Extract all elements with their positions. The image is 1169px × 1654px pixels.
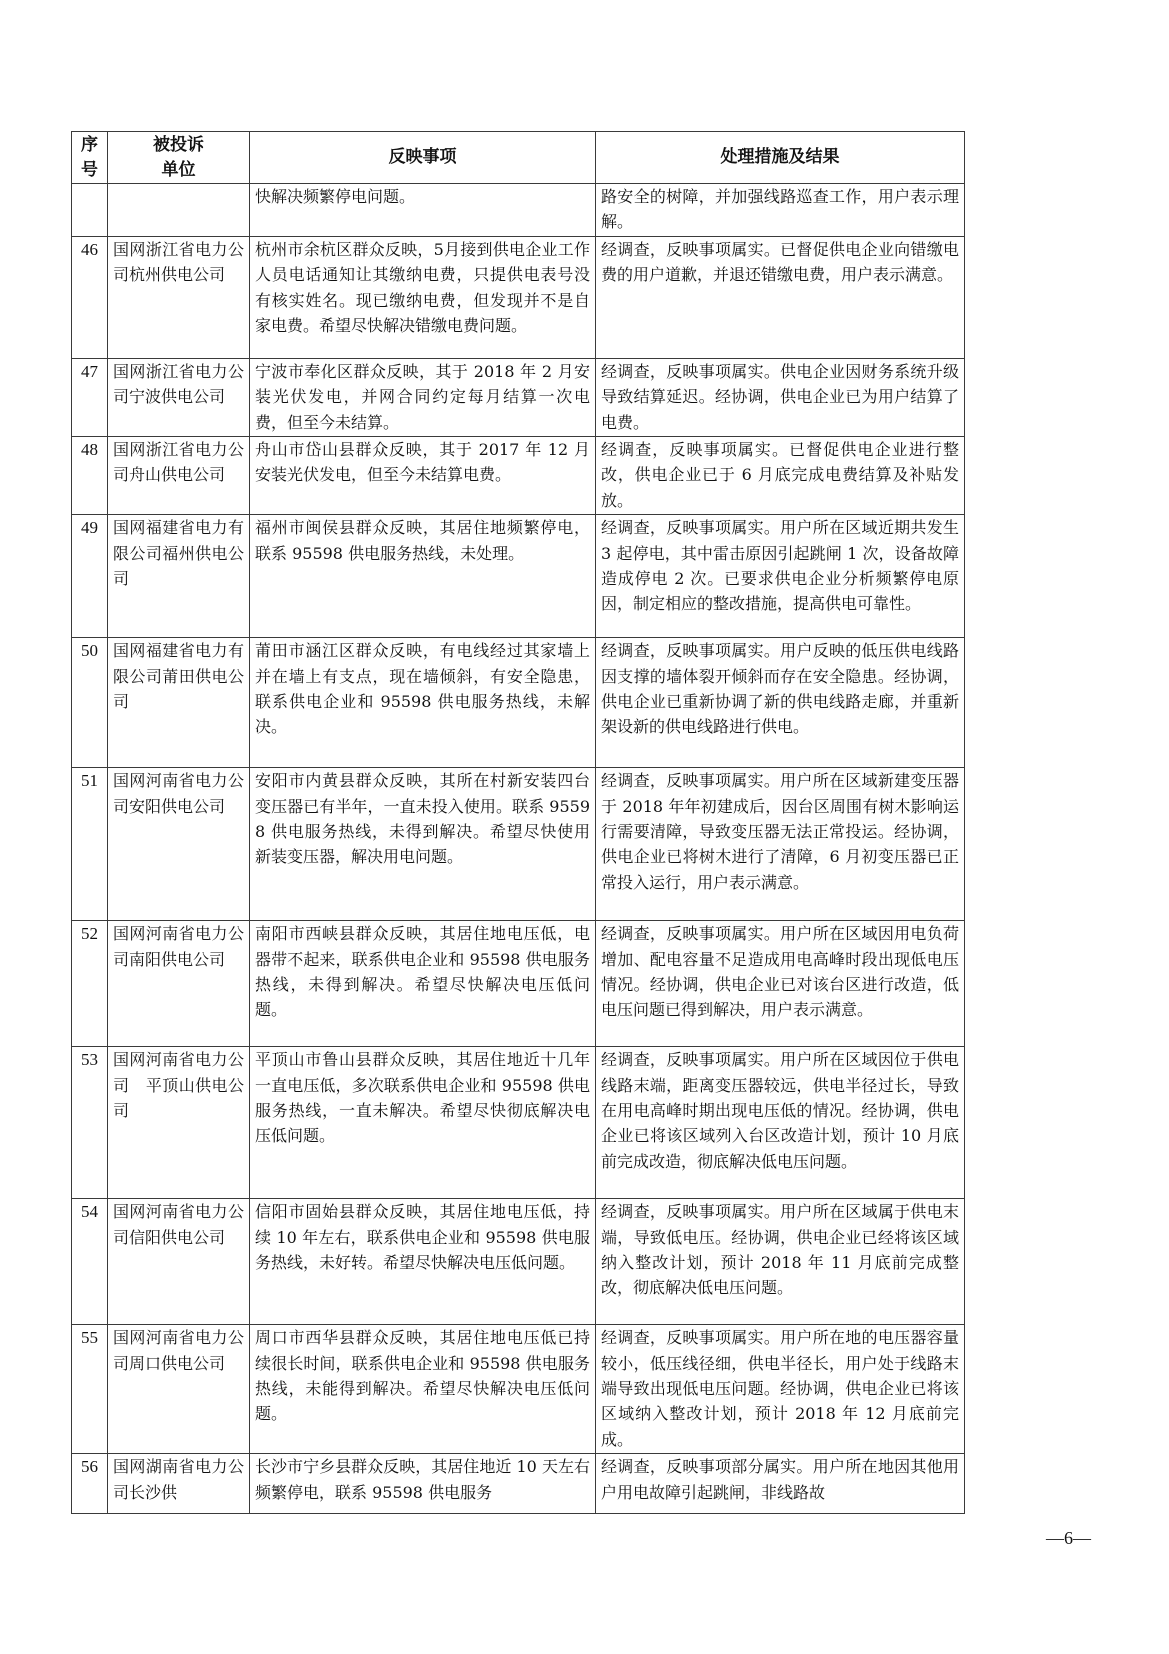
row-number: 55 xyxy=(72,1325,108,1454)
row-result: 经调查，反映事项属实。用户所在区域因用电负荷增加、配电容量不足造成用电高峰时段出现低电压情况。经协调，供电企业已对该台区进行改造，低电压问题已得到解决，用户表示满意。 xyxy=(596,921,965,1047)
row-unit: 国网湖南省电力公司长沙供 xyxy=(108,1454,250,1514)
header-unit-line2: 单位 xyxy=(161,159,196,180)
row-result: 经调查，反映事项属实。已督促供电企业向错缴电费的用户道歉，并退还错缴电费，用户表示满意。 xyxy=(596,236,965,358)
row-issue: 周口市西华县群众反映，其居住地电压低已持续很长时间，联系供电企业和 95598 供电服务热线，未能得到解决。希望尽快解决电压低问题。 xyxy=(250,1325,596,1454)
row-issue: 快解决频繁停电问题。 xyxy=(250,184,596,237)
row-issue: 舟山市岱山县群众反映，其于 2017 年 12 月安装光伏发电，但至今未结算电费。 xyxy=(250,437,596,515)
header-serial-line1: 序 xyxy=(81,134,98,155)
table-row xyxy=(72,1199,965,1325)
row-result: 经调查，反映事项属实。用户所在地的电压器容量较小，低压线径细，供电半径长，用户处于线路末端导致出现低电压问题。经协调，供电企业已将该区域纳入整改计划，预计 2018 年 12 月底前完成。 xyxy=(596,1325,965,1454)
row-issue: 莆田市涵江区群众反映，有电线经过其家墙上并在墙上有支点，现在墙倾斜，有安全隐患，联系供电企业和 95598 供电服务热线，未解决。 xyxy=(250,638,596,768)
row-issue: 平顶山市鲁山县群众反映，其居住地近十几年一直电压低，多次联系供电企业和 95598 供电服务热线，一直未解决。希望尽快彻底解决电压低问题。 xyxy=(250,1047,596,1199)
table-row xyxy=(72,1454,965,1514)
row-result: 经调查，反映事项属实。用户反映的低压供电线路因支撑的墙体裂开倾斜而存在安全隐患。经协调，供电企业已重新协调了新的供电线路走廊，并重新架设新的供电线路进行供电。 xyxy=(596,638,965,768)
table-header-row xyxy=(72,132,965,184)
header-result: 处理措施及结果 xyxy=(596,132,965,184)
table-row xyxy=(72,437,965,515)
row-issue: 杭州市余杭区群众反映，5月接到供电企业工作人员电话通知让其缴纳电费，只提供电表号没有核实姓名。现已缴纳电费，但发现并不是自家电费。希望尽快解决错缴电费问题。 xyxy=(250,236,596,358)
row-unit: 国网浙江省电力公司杭州供电公司 xyxy=(108,236,250,358)
header-serial-number xyxy=(72,132,108,184)
row-number xyxy=(72,184,108,237)
table-row xyxy=(72,768,965,921)
row-unit: 国网河南省电力公司信阳供电公司 xyxy=(108,1199,250,1325)
row-result: 经调查，反映事项属实。已督促供电企业进行整改，供电企业已于 6 月底完成电费结算及补贴发放。 xyxy=(596,437,965,515)
complaints-table xyxy=(71,131,965,1514)
row-issue: 安阳市内黄县群众反映，其所在村新安装四台变压器已有半年，一直未投入使用。联系 95598 供电服务热线，未得到解决。希望尽快使用新装变压器，解决用电问题。 xyxy=(250,768,596,921)
table-row xyxy=(72,1047,965,1199)
header-serial-line2: 号 xyxy=(81,159,98,180)
row-unit: 国网浙江省电力公司舟山供电公司 xyxy=(108,437,250,515)
row-unit: 国网福建省电力有限公司莆田供电公司 xyxy=(108,638,250,768)
row-issue: 南阳市西峡县群众反映，其居住地电压低，电器带不起来，联系供电企业和 95598 供电服务热线，未得到解决。希望尽快解决电压低问题。 xyxy=(250,921,596,1047)
row-number: 49 xyxy=(72,515,108,638)
table-row xyxy=(72,921,965,1047)
table-row xyxy=(72,358,965,436)
row-result: 经调查，反映事项部分属实。用户所在地因其他用户用电故障引起跳闸，非线路故 xyxy=(596,1454,965,1514)
row-number: 51 xyxy=(72,768,108,921)
row-number: 50 xyxy=(72,638,108,768)
row-unit xyxy=(108,184,250,237)
row-result: 经调查，反映事项属实。供电企业因财务系统升级导致结算延迟。经协调，供电企业已为用户结算了电费。 xyxy=(596,358,965,436)
row-unit: 国网福建省电力有限公司福州供电公司 xyxy=(108,515,250,638)
row-number: 53 xyxy=(72,1047,108,1199)
header-issue: 反映事项 xyxy=(250,132,596,184)
row-result: 经调查，反映事项属实。用户所在区域新建变压器于 2018 年年初建成后，因台区周围有树木影响运行需要清障，导致变压器无法正常投运。经协调，供电企业已将树木进行了清障，6 月初变压器已正常投入运行，用户表示满意。 xyxy=(596,768,965,921)
row-number: 54 xyxy=(72,1199,108,1325)
row-result: 路安全的树障，并加强线路巡查工作，用户表示理解。 xyxy=(596,184,965,237)
row-result: 经调查，反映事项属实。用户所在区域属于供电末端，导致低电压。经协调，供电企业已经将该区域纳入整改计划，预计 2018 年 11 月底前完成整改，彻底解决低电压问题。 xyxy=(596,1199,965,1325)
row-unit: 国网河南省电力公司周口供电公司 xyxy=(108,1325,250,1454)
row-unit: 国网河南省电力公司南阳供电公司 xyxy=(108,921,250,1047)
row-number: 52 xyxy=(72,921,108,1047)
row-number: 46 xyxy=(72,236,108,358)
row-number: 56 xyxy=(72,1454,108,1514)
table-row xyxy=(72,1325,965,1454)
header-unit-line1: 被投诉 xyxy=(153,134,204,155)
row-number: 47 xyxy=(72,358,108,436)
row-unit: 国网浙江省电力公司宁波供电公司 xyxy=(108,358,250,436)
row-unit: 国网河南省电力公司安阳供电公司 xyxy=(108,768,250,921)
table-row xyxy=(72,638,965,768)
row-issue: 长沙市宁乡县群众反映，其居住地近 10 天左右频繁停电，联系 95598 供电服务 xyxy=(250,1454,596,1514)
row-issue: 宁波市奉化区群众反映，其于 2018 年 2 月安装光伏发电，并网合同约定每月结算一次电费，但至今未结算。 xyxy=(250,358,596,436)
row-issue: 信阳市固始县群众反映，其居住地电压低，持续 10 年左右，联系供电企业和 95598 供电服务热线，未好转。希望尽快解决电压低问题。 xyxy=(250,1199,596,1325)
row-unit: 国网河南省电力公司 平顶山供电公司 xyxy=(108,1047,250,1199)
row-result: 经调查，反映事项属实。用户所在区域因位于供电线路末端，距离变压器较远，供电半径过长，导致在用电高峰时期出现电压低的情况。经协调，供电企业已将该区域列入台区改造计划，预计 10 月底前完成改造，彻底解决低电压问题。 xyxy=(596,1047,965,1199)
table-row xyxy=(72,184,965,237)
row-number: 48 xyxy=(72,437,108,515)
row-issue: 福州市闽侯县群众反映，其居住地频繁停电，联系 95598 供电服务热线，未处理。 xyxy=(250,515,596,638)
page-number: —6— xyxy=(1046,1528,1091,1548)
header-complained-unit xyxy=(108,132,250,184)
table-row xyxy=(72,515,965,638)
row-result: 经调查，反映事项属实。用户所在区域近期共发生 3 起停电，其中雷击原因引起跳闸 1 次，设备故障造成停电 2 次。已要求供电企业分析频繁停电原因，制定相应的整改措施，提高供电可靠性。 xyxy=(596,515,965,638)
table-row xyxy=(72,236,965,358)
